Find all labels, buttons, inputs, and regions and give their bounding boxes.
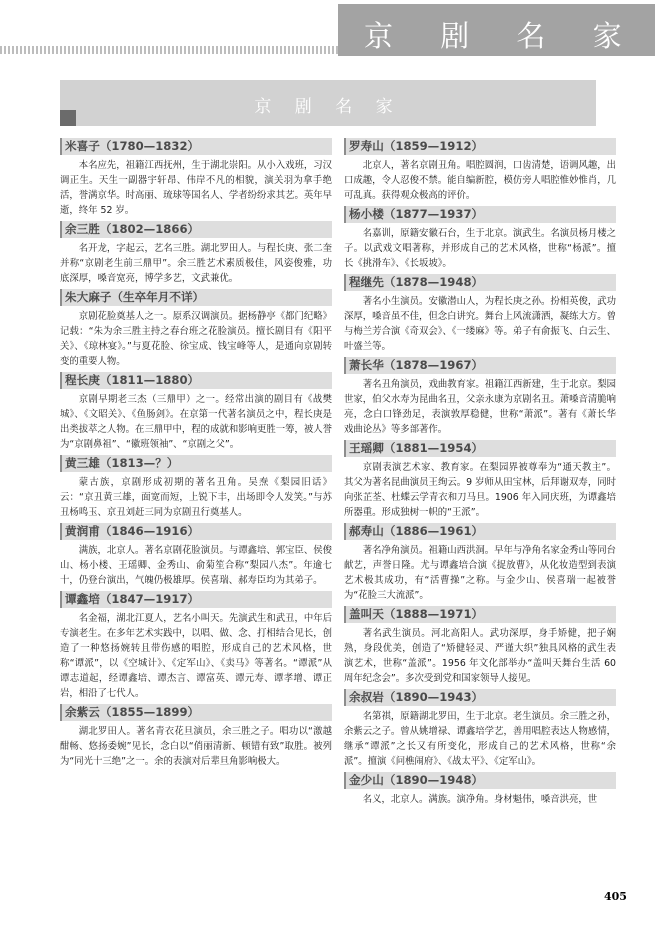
entry-body: 著名武生演员。河北高阳人。武功深厚，身手矫健，把子娴熟，身段优美，创造了“矫健轻灵、严谨大织”独具风格的武生表演艺术，世称“盖派”。1956 年文化部举办“盖叫天舞台生活 60 周年纪念会”。多次受到党和国家领导人接见。 — [344, 628, 616, 684]
entry-heading: 余紫云（1855—1899） — [60, 704, 332, 721]
entry-body: 湖北罗田人。著名青衣花旦演员，余三胜之子。唱功以“激越酣畅、悠扬委婉”见长，念白以“俏丽清新、顿错有致”取胜。被列为“同光十三绝”之一。余的表演对后辈旦角影响极大。 — [60, 726, 332, 767]
entry-cheng-jixian — [344, 274, 616, 354]
entry-heading: 郝寿山（1886—1961） — [344, 523, 616, 540]
section-title: 京 剧 名 家 — [254, 97, 402, 117]
entry-heading: 罗寿山（1859—1912） — [344, 138, 616, 155]
entry-heading: 余三胜（1802—1866） — [60, 221, 332, 238]
entry-jin-shaoshan — [344, 772, 616, 807]
entry-heading: 黄三雄（1813—？） — [60, 455, 332, 472]
entry-body: 京剧表演艺术家、教育家。在梨园界被尊奉为“通天教主”。其父为著名昆曲演员王绚云。9 岁师从田宝林，后拜谢双寿，同时向张芷荃、杜蝶云学青衣和刀马旦。1906 年入同庆班，为谭鑫培所器重。形成独树一帜的“王派”。 — [344, 462, 616, 518]
entry-body: 京剧花脸奠基人之一。原系汉调演员。据杨静亭《都门纪略》记载：“朱为余三胜主持之春台班之花脸演员。擅长剧目有《阳平关》、《琼林宴》。”与夏花脸、徐宝成、钱宝峰等人，是通向京剧转变的重要人物。 — [60, 311, 332, 367]
entry-heading: 金少山（1890—1948） — [344, 772, 616, 789]
entry-body: 名开龙，字起云，艺名三胜。湖北罗田人。与程长庚、张二奎并称“京剧老生前三鼎甲”。余三胜艺术素质极佳，风姿俊雅，功底深厚，嗓音宽亮，博学多艺，文武兼优。 — [60, 243, 332, 284]
entry-body: 名金福，湖北江夏人，艺名小叫天。先演武生和武丑，中年后专演老生。在多年艺术实践中，以唱、做、念、打相结合见长，创造了一种悠扬婉转且带伤感的唱腔，形成自己的艺术风格，世称“谭派”，以《空城计》、《定军山》、《卖马》等著名。“谭派”从谭志道起，经谭鑫培、谭杰言、谭富英、谭元寿、谭孝增、谭正岩，相沿了七代人。 — [60, 613, 332, 699]
entry-body: 著名净角演员。祖籍山西洪洞。早年与净角名家金秀山等同台献艺，声誉日隆。尤与谭鑫培合演《捉放曹》，从化妆造型到表演艺术极其成功，有“活曹操”之称。与金少山、侯喜瑞一起被誉为“花脸三大流派”。 — [344, 545, 616, 601]
entry-yu-ziyun — [60, 704, 332, 769]
entry-zhu-damazi — [60, 289, 332, 369]
entry-body: 著名小生演员。安徽潜山人，为程长庚之孙。扮相英俊，武功深厚，嗓音虽不佳，但念白讲究。舞台上风流潇洒，凝练大方。曾与梅兰芳合演《奇双会》、《一缕麻》等。弟子有俞振飞、白云生、叶盛兰等。 — [344, 296, 616, 352]
right-column — [344, 138, 616, 810]
entry-yu-shuyan — [344, 689, 616, 769]
entry-cheng-changgeng — [60, 372, 332, 452]
entry-gai-jiaotian — [344, 606, 616, 686]
entry-heading: 米喜子（1780—1832） — [60, 138, 332, 155]
entry-heading: 朱大麻子（生卒年月不详） — [60, 289, 332, 306]
entry-heading: 萧长华（1878—1967） — [344, 357, 616, 374]
page-number: 405 — [604, 890, 627, 903]
entry-body: 满族，北京人。著名京剧花脸演员。与谭鑫培、郭宝臣、侯俊山、杨小楼、王瑶卿、金秀山、俞菊笙合称“梨园八杰”。年逾七十，仍登台演出，气魄仍极雄厚。侯喜瑞、郝寿臣均为其弟子。 — [60, 545, 332, 586]
entry-hao-shoushan — [344, 523, 616, 603]
entry-body: 名第祺，原籍湖北罗田，生于北京。老生演员。余三胜之孙，余紫云之子。曾从姚增禄、谭鑫培学艺，善用唱腔表达人物感情，继承“谭派”之长又有所变化，形成自己的艺术风格，世称“余派”。擅演《问樵闹府》、《战太平》、《定军山》。 — [344, 711, 616, 767]
entry-yang-xiaolou — [344, 206, 616, 271]
entry-luo-shoushan — [344, 138, 616, 203]
entry-heading: 盖叫天（1888—1971） — [344, 606, 616, 623]
entry-tan-xinpei — [60, 591, 332, 701]
entry-xiao-changhua — [344, 357, 616, 437]
running-header — [0, 0, 655, 62]
entry-mi-xizi — [60, 138, 332, 218]
entry-heading: 程长庚（1811—1880） — [60, 372, 332, 389]
entry-body: 名义，北京人。满族。演净角。身材魁伟，嗓音洪亮，世 — [362, 794, 598, 805]
entry-heading: 黄润甫（1846—1916） — [60, 523, 332, 540]
entry-heading: 谭鑫培（1847—1917） — [60, 591, 332, 608]
running-title: 京 剧 名 家 — [364, 19, 641, 53]
entry-heading: 余叔岩（1890—1943） — [344, 689, 616, 706]
entry-body: 蒙古族，京剧形成初期的著名丑角。吴焘《梨园旧话》云：“京丑黄三雄，面宽而短，上锐下丰，出场即令人发笑。”与苏丑杨鸣玉、京丑刘赶三同为京剧丑行奠基人。 — [60, 477, 332, 518]
entry-body: 名嘉训，原籍安徽石台，生于北京。演武生。名演员杨月楼之子。以武戏文唱著称，并形成自己的艺术风格，世称“杨派”。擅长《挑滑车》、《长坂坡》。 — [344, 228, 616, 269]
entry-body: 北京人，著名京剧丑角。唱腔圆润，口齿清楚，语调风趣，出口成趣，令人忍俊不禁。能自编新腔，模仿旁人唱腔惟妙惟肖，几可乱真。获得观众极高的评价。 — [344, 160, 616, 201]
entry-huang-sanxiong — [60, 455, 332, 520]
section-banner — [60, 80, 596, 126]
entry-wang-yaoqing — [344, 440, 616, 520]
entry-body: 著名丑角演员，戏曲教育家。祖籍江西新建，生于北京。梨园世家，伯父水寿为昆曲名丑，父亲永康为京剧名丑。萧嗓音清脆响亮，念白口锋劲足，表演敦厚稳健，世称“萧派”。著有《萧长华戏曲论丛》等多部著作。 — [344, 379, 616, 435]
entry-heading: 程继先（1878—1948） — [344, 274, 616, 291]
left-column — [60, 138, 332, 772]
entry-body: 本名应先，祖籍江西抚州，生于湖北崇阳。从小入戏班，习汉调正生。天生一副器宇轩昂、伟岸不凡的相貌，演关羽为拿手绝活，誉满京华。时高丽、琉球等国名人、学者纷纷求其艺。英年早逝，终年 52 岁。 — [60, 160, 332, 216]
entry-body: 京剧早期老三杰（三鼎甲）之一。经常出演的剧目有《战樊城》、《文昭关》、《鱼肠剑》。在京第一代著名演员之中，程长庚是出类拔萃之人物。在三鼎甲中，程的成就和影响更胜一筹，被人誉为“京剧鼻祖”、“徽班领袖”、“京剧之父”。 — [60, 394, 332, 450]
entry-yu-sansheng — [60, 221, 332, 286]
entry-heading: 杨小楼（1877—1937） — [344, 206, 616, 223]
entry-heading: 王瑶卿（1881—1954） — [344, 440, 616, 457]
entry-huang-runfu — [60, 523, 332, 588]
